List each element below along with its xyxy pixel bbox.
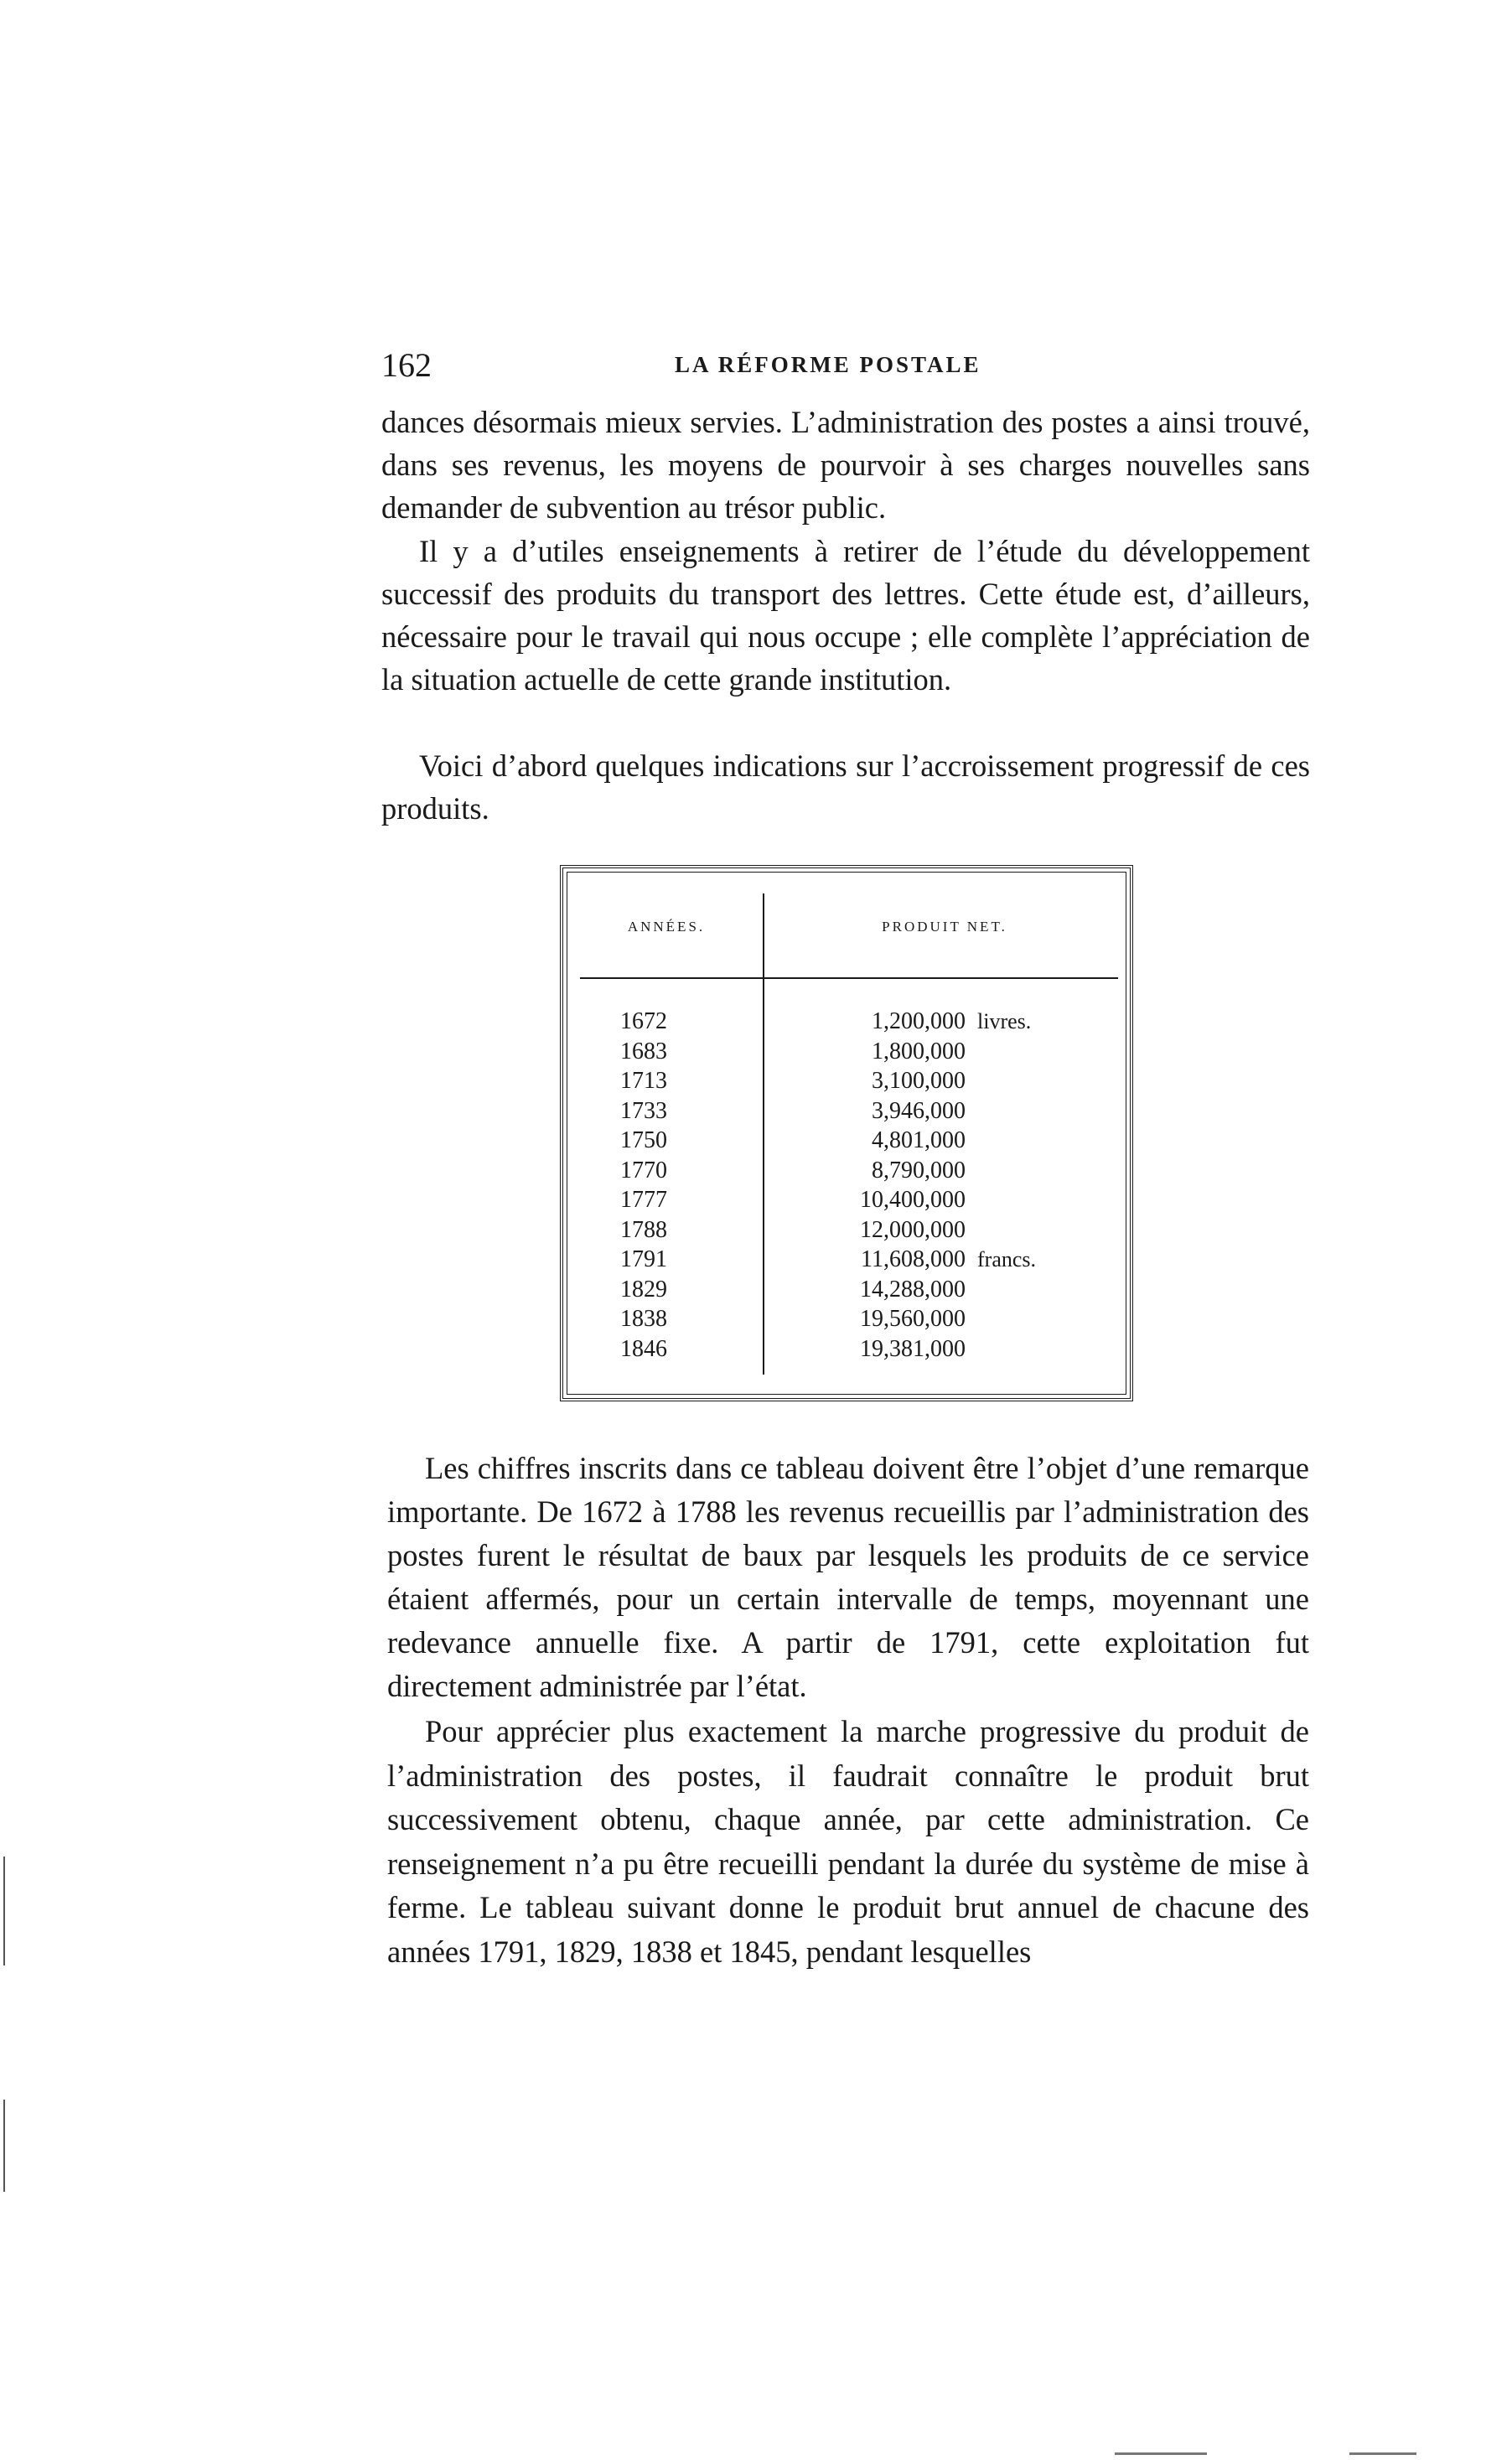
- table-row: [563, 1185, 1130, 1215]
- paragraph-5: Pour apprécier plus exactement la marche progressive du produit de l’administration des postes, il faudrait connaître le produit brut successivement obtenu, chaque année, par cette administration. Ce renseignement n’a pu être recueilli pendant la durée du système de mise à ferme. Le tableau suivant donne le produit brut annuel de chacune des années 1791, 1829, 1838 et 1845, pendant lesquelles: [387, 1714, 1309, 1969]
- revenue-table: [560, 865, 1133, 1401]
- table-header-product: PRODUIT NET.: [882, 919, 1007, 935]
- table-value-cell: 3,946,000: [872, 1097, 966, 1124]
- page-header: [381, 345, 1310, 387]
- margin-scan-mark: [3, 2100, 5, 2192]
- table-header-years: ANNÉES.: [627, 919, 706, 935]
- running-title: LA RÉFORME POSTALE: [675, 352, 981, 377]
- scan-speck: [1115, 2452, 1207, 2455]
- table-year-cell: 1788: [620, 1216, 667, 1243]
- table-value-cell: 4,801,000: [872, 1127, 966, 1153]
- paragraph-1: dances désormais mieux servies. L’administration des postes a ainsi trouvé, dans ses revenus, les moyens de pourvoir à ses charges nouvelles sans demander de subvention au trésor public.: [381, 405, 1310, 525]
- table-unit-cell: livres.: [977, 1009, 1032, 1033]
- page-number: 162: [381, 346, 432, 384]
- margin-scan-mark: [3, 1857, 5, 1965]
- table-year-cell: 1846: [620, 1335, 667, 1362]
- table-year-cell: 1733: [620, 1097, 667, 1124]
- table-row: [563, 1334, 1130, 1365]
- table-value-cell: 14,288,000: [860, 1276, 966, 1303]
- table-year-cell: 1683: [620, 1038, 667, 1064]
- table-value-cell: 11,608,000: [861, 1246, 966, 1272]
- table-header-rule: [580, 977, 1118, 979]
- table-body: [563, 1007, 1130, 1364]
- table-year-cell: 1750: [620, 1127, 667, 1153]
- table-year-cell: 1672: [620, 1008, 667, 1034]
- paragraph-3: Voici d’abord quelques indications sur l’accroissement progressif de ces produits.: [381, 748, 1310, 826]
- table-year-cell: 1777: [620, 1187, 667, 1213]
- table-value-cell: 8,790,000: [872, 1157, 966, 1183]
- table-year-cell: 1838: [620, 1306, 667, 1332]
- table-row: [563, 1037, 1130, 1067]
- table-value-cell: 3,100,000: [872, 1068, 966, 1094]
- table-value-cell: 1,800,000: [872, 1038, 966, 1064]
- table-value-cell: 19,560,000: [860, 1306, 966, 1332]
- table-row: [563, 1066, 1130, 1096]
- table-unit-cell: francs.: [977, 1247, 1037, 1271]
- table-row: [563, 1007, 1130, 1037]
- table-year-cell: 1713: [620, 1068, 667, 1094]
- table-row: [563, 1215, 1130, 1246]
- paragraph-4: Les chiffres inscrits dans ce tableau doivent être l’objet d’une remarque importante. De 1672 à 1788 les revenus recueillis par l’administration des postes furent le résultat de baux par lesquels les produits de ce service étaient affermés, pour un certain intervalle de temps, moyennant une redevance annuelle fixe. A partir de 1791, cette exploitation fut directement administrée par l’état.: [387, 1451, 1309, 1703]
- table-value-cell: 12,000,000: [860, 1216, 966, 1243]
- table-value-cell: 10,400,000: [860, 1187, 966, 1213]
- table-row: [563, 1245, 1130, 1275]
- table-year-cell: 1770: [620, 1157, 667, 1183]
- table-row: [563, 1096, 1130, 1126]
- table-year-cell: 1829: [620, 1276, 667, 1303]
- table-year-cell: 1791: [620, 1246, 667, 1272]
- scan-speck: [1349, 2452, 1416, 2455]
- table-row: [563, 1126, 1130, 1156]
- table-row: [563, 1304, 1130, 1334]
- paragraph-2: Il y a d’utiles enseignements à retirer de l’étude du développement successif des produits du transport des lettres. Cette étude est, d’ailleurs, nécessaire pour le travail qui nous occupe ; elle complète l’appréciation de la situation actuelle de cette grande institution.: [381, 534, 1310, 697]
- table-row: [563, 1275, 1130, 1305]
- table-value-cell: 19,381,000: [860, 1335, 966, 1362]
- table-value-cell: 1,200,000: [872, 1008, 966, 1034]
- table-row: [563, 1156, 1130, 1186]
